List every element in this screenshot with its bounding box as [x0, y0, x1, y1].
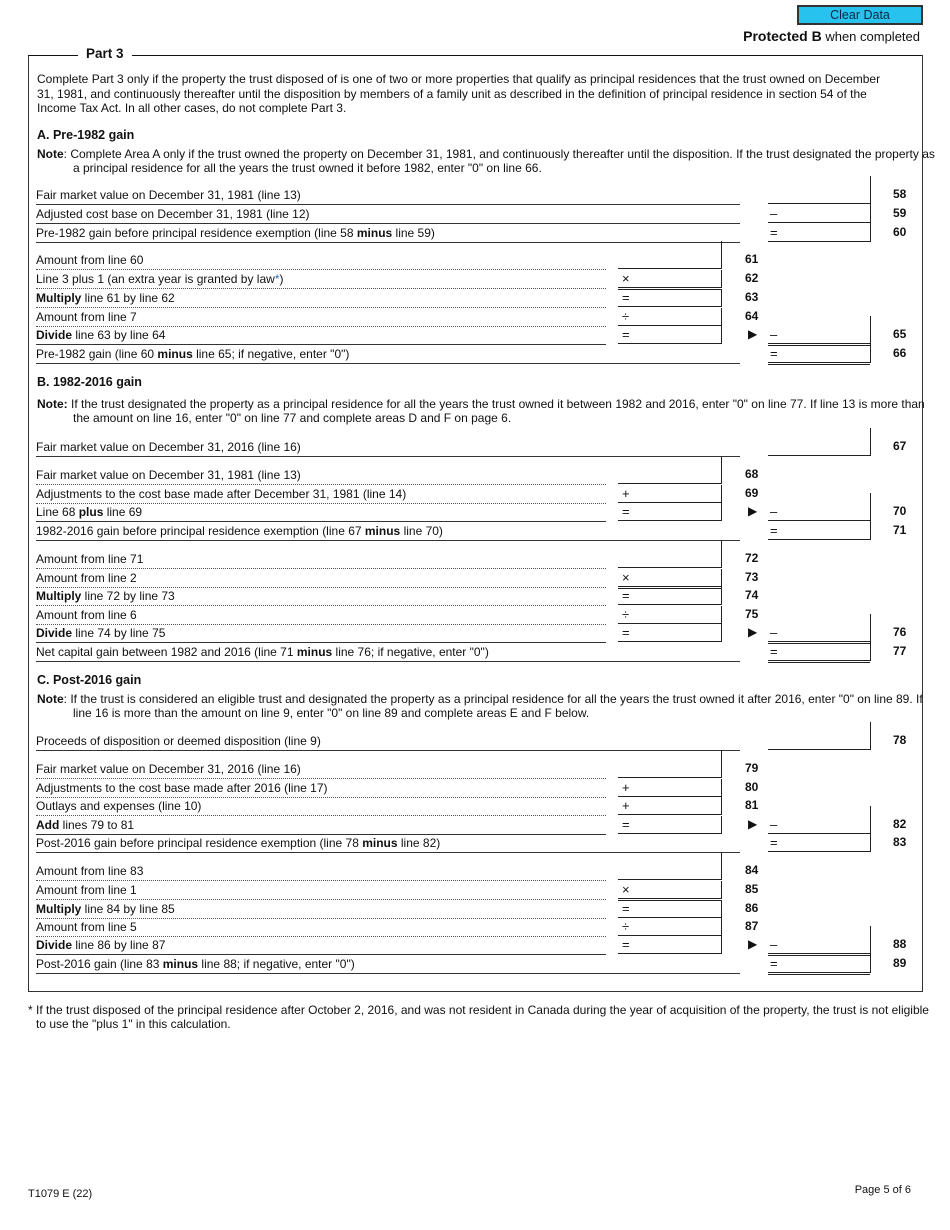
- line-70-label: [36, 503, 142, 521]
- line-59-label: [36, 205, 310, 223]
- line-59-label-text: Adjusted cost base on December 31, 1981 (line 12): [36, 207, 310, 221]
- line-88-label-tail: line 86 by line 87: [72, 938, 166, 952]
- line-85-label: [36, 881, 137, 899]
- line-65-input[interactable]: [618, 326, 721, 344]
- line-76-label: [36, 624, 165, 642]
- section-c-note: [37, 692, 943, 720]
- line-64-divider: [721, 308, 722, 326]
- line-58-label: [36, 186, 301, 204]
- section-c-note-label: Note: [37, 692, 64, 706]
- line-75-divider: [721, 606, 722, 624]
- line-70-label-text: Line 68: [36, 505, 79, 519]
- line-78-label: [36, 732, 321, 750]
- line-87-label: [36, 918, 137, 936]
- section-b-note: [37, 397, 943, 425]
- line-81-label: [36, 797, 201, 815]
- line-77-rule: [36, 661, 740, 662]
- line-65-operator: =: [622, 327, 630, 342]
- line-65-label: [36, 326, 165, 344]
- line-number-74: 74: [745, 588, 759, 602]
- line-69-operator: +: [622, 486, 630, 501]
- line-87-input[interactable]: [618, 918, 721, 936]
- line-62-label-tail: ): [279, 272, 284, 286]
- section-b-note-label: Note:: [37, 397, 68, 411]
- line-60-right-operator: =: [770, 225, 778, 240]
- line-70-label-tail: line 69: [103, 505, 143, 519]
- line-83-label-tail: line 82): [397, 836, 441, 850]
- line-number-72: 72: [745, 551, 759, 565]
- line-82-label-tail: lines 79 to 81: [59, 818, 135, 832]
- line-72-input[interactable]: [618, 550, 721, 568]
- line-89-right-operator: =: [770, 956, 778, 971]
- line-81-divider: [721, 797, 722, 815]
- line-60-label: [36, 224, 435, 242]
- line-number-66: 66: [893, 346, 907, 360]
- line-66-right-operator: =: [770, 346, 778, 361]
- line-64-label: [36, 308, 137, 326]
- line-74-label-tail: line 72 by line 73: [81, 589, 175, 603]
- line-69-label: [36, 485, 406, 503]
- line-78-right-divider: [870, 722, 871, 750]
- line-80-label: [36, 779, 328, 797]
- line-80-operator: +: [622, 780, 630, 795]
- arrow-icon: ▶: [748, 327, 758, 341]
- line-76-label-tail: line 74 by line 75: [72, 626, 166, 640]
- line-85-input[interactable]: [618, 881, 721, 901]
- footnote-marker: *: [274, 272, 280, 286]
- line-89-right-divider: [870, 945, 871, 973]
- line-89-label-tail: line 88; if negative, enter "0"): [198, 957, 355, 971]
- line-number-77: 77: [893, 644, 907, 658]
- line-64-label-text: Amount from line 7: [36, 310, 137, 324]
- line-number-65: 65: [893, 327, 907, 341]
- line-66-label-text: Pre-1982 gain (line 60: [36, 347, 158, 361]
- line-88-operator: =: [622, 937, 630, 952]
- clear-data-button[interactable]: Clear Data: [797, 5, 923, 25]
- line-68-divider: [721, 456, 722, 484]
- line-65-right-operator: –: [770, 327, 778, 342]
- line-72-label: [36, 550, 143, 568]
- line-70-amount[interactable]: [768, 503, 870, 521]
- line-number-59: 59: [893, 206, 907, 220]
- line-82-label: [36, 816, 134, 834]
- line-number-88: 88: [893, 937, 907, 951]
- line-82-right-operator: –: [770, 817, 778, 832]
- page-number: Page 5 of 6: [854, 1184, 911, 1196]
- line-number-80: 80: [745, 780, 759, 794]
- line-88-right-operator: –: [770, 937, 778, 952]
- line-number-81: 81: [745, 798, 759, 812]
- line-83-rule: [36, 852, 740, 853]
- line-71-label: [36, 522, 443, 540]
- line-62-label: [36, 270, 283, 288]
- line-number-86: 86: [745, 901, 759, 915]
- line-66-label: [36, 345, 349, 363]
- line-73-label-text: Amount from line 2: [36, 571, 137, 585]
- line-84-label: [36, 862, 143, 880]
- line-number-68: 68: [745, 467, 759, 481]
- line-number-63: 63: [745, 290, 759, 304]
- line-70-input[interactable]: [618, 503, 721, 521]
- line-75-label: [36, 606, 137, 624]
- section-b-heading: B. 1982-2016 gain: [37, 375, 142, 389]
- line-63-input[interactable]: [618, 289, 721, 307]
- line-83-amount[interactable]: [768, 834, 870, 852]
- section-c-heading: C. Post-2016 gain: [37, 673, 142, 687]
- line-63-divider: [721, 289, 722, 307]
- line-73-operator: ×: [622, 570, 630, 585]
- section-c-note-text: : If the trust is considered an eligible trust and designated the property as a principal residence for all the years the trust owned it after 2016, enter "0" on line 89. If line 16 is more than the amount on line 9, enter "0" on line 89 and complete areas E and F below.: [63, 692, 923, 720]
- line-78-rule: [36, 750, 740, 751]
- line-71-amount[interactable]: [768, 522, 870, 540]
- line-number-58: 58: [893, 187, 907, 201]
- line-71-right-divider: [870, 512, 871, 540]
- line-87-divider: [721, 918, 722, 936]
- line-number-85: 85: [745, 882, 759, 896]
- line-89-label-text: Post-2016 gain (line 83: [36, 957, 163, 971]
- line-88-label-bold: Divide: [36, 938, 73, 952]
- line-88-input[interactable]: [618, 936, 721, 954]
- section-a-heading: A. Pre-1982 gain: [37, 128, 135, 142]
- line-76-operator: =: [622, 625, 630, 640]
- line-71-label-text: 1982-2016 gain before principal residence exemption (line 67: [36, 524, 365, 538]
- line-88-label: [36, 936, 165, 954]
- line-58-label-text: Fair market value on December 31, 1981 (line 13): [36, 188, 301, 202]
- line-76-right-operator: –: [770, 625, 778, 640]
- line-number-69: 69: [745, 486, 759, 500]
- line-72-label-text: Amount from line 71: [36, 552, 144, 566]
- line-59-amount[interactable]: [768, 205, 870, 223]
- line-77-right-operator: =: [770, 644, 778, 659]
- line-71-label-bold: minus: [364, 524, 401, 538]
- section-a-note-text: : Complete Area A only if the trust owned the property on December 31, 1981, and continuously thereafter until the disposition. If the trust designated the property as a principal residence for all the years the trust owned it before 1982, enter "0" on line 66.: [63, 147, 935, 175]
- line-68-input[interactable]: [618, 466, 721, 484]
- line-79-divider: [721, 750, 722, 778]
- line-85-label-text: Amount from line 1: [36, 883, 137, 897]
- arrow-icon: ▶: [748, 937, 758, 951]
- line-number-61: 61: [745, 252, 759, 266]
- line-number-60: 60: [893, 225, 907, 239]
- line-66-rule: [36, 363, 740, 364]
- line-85-operator: ×: [622, 882, 630, 897]
- line-74-operator: =: [622, 588, 630, 603]
- line-60-label-bold: minus: [356, 226, 393, 240]
- line-78-amount[interactable]: [768, 732, 870, 750]
- line-67-right-divider: [870, 428, 871, 456]
- form-id: T1079 E (22): [28, 1188, 93, 1200]
- line-75-operator: ÷: [622, 607, 630, 622]
- line-60-amount[interactable]: [768, 224, 870, 242]
- line-73-label: [36, 569, 137, 587]
- line-63-label-bold: Multiply: [36, 291, 82, 305]
- line-65-amount[interactable]: [768, 326, 870, 346]
- footnote: * If the trust disposed of the principal residence after October 2, 2016, and was not resident in Canada during the year of acquisition of the property, the trust is not eligible to use the "plus 1" in this calculation.: [28, 1003, 929, 1031]
- line-79-input[interactable]: [618, 760, 721, 778]
- line-number-76: 76: [893, 625, 907, 639]
- line-83-right-operator: =: [770, 835, 778, 850]
- line-number-83: 83: [893, 835, 907, 849]
- line-number-84: 84: [745, 863, 759, 877]
- line-77-label-tail: line 76; if negative, enter "0"): [332, 645, 489, 659]
- line-86-label-bold: Multiply: [36, 902, 82, 916]
- line-74-divider: [721, 587, 722, 605]
- line-67-label-text: Fair market value on December 31, 2016 (line 16): [36, 440, 301, 454]
- line-68-label: [36, 466, 301, 484]
- line-58-amount[interactable]: [768, 186, 870, 204]
- line-84-divider: [721, 852, 722, 880]
- line-69-input[interactable]: [618, 485, 721, 503]
- protected-b-rest: when completed: [821, 29, 920, 44]
- line-80-input[interactable]: [618, 779, 721, 797]
- line-number-70: 70: [893, 504, 907, 518]
- line-70-right-operator: –: [770, 504, 778, 519]
- line-86-operator: =: [622, 901, 630, 916]
- line-86-label-tail: line 84 by line 85: [81, 902, 175, 916]
- line-82-input[interactable]: [618, 816, 721, 834]
- section-a-note-label: Note: [37, 147, 64, 161]
- line-67-rule: [36, 456, 740, 457]
- line-77-right-divider: [870, 633, 871, 661]
- line-89-label: [36, 955, 355, 973]
- line-67-label: [36, 438, 301, 456]
- arrow-icon: ▶: [748, 625, 758, 639]
- line-61-divider: [721, 241, 722, 269]
- line-79-label-text: Fair market value on December 31, 2016 (line 16): [36, 762, 301, 776]
- line-number-64: 64: [745, 309, 759, 323]
- line-79-label: [36, 760, 301, 778]
- line-69-label-text: Adjustments to the cost base made after December 31, 1981 (line 14): [36, 487, 407, 501]
- line-85-divider: [721, 881, 722, 899]
- line-63-operator: =: [622, 290, 630, 305]
- line-65-label-bold: Divide: [36, 328, 73, 342]
- line-59-right-operator: –: [770, 206, 778, 221]
- line-63-label: [36, 289, 175, 307]
- line-60-right-divider: [870, 214, 871, 242]
- line-87-operator: ÷: [622, 919, 630, 934]
- line-number-87: 87: [745, 919, 759, 933]
- line-81-input[interactable]: [618, 797, 721, 815]
- line-83-label: [36, 834, 440, 852]
- line-76-label-bold: Divide: [36, 626, 73, 640]
- part-3-intro: Complete Part 3 only if the property the trust disposed of is one of two or more properties that qualify as principal residences that the trust owned on December 31, 1981, and continuously thereafter until the disposition by members of a family unit as described in the definition of principal residence in section 54 of the Income Tax Act. In all other cases, do not complete Part 3.: [37, 72, 881, 115]
- line-65-divider: [721, 326, 722, 344]
- line-66-amount[interactable]: [768, 345, 870, 365]
- line-number-82: 82: [893, 817, 907, 831]
- line-73-divider: [721, 569, 722, 587]
- line-65-label-tail: line 63 by line 64: [72, 328, 166, 342]
- line-82-label-bold: Add: [36, 818, 60, 832]
- line-81-label-text: Outlays and expenses (line 10): [36, 799, 202, 813]
- line-72-divider: [721, 540, 722, 568]
- line-69-divider: [721, 485, 722, 503]
- line-66-label-bold: minus: [157, 347, 193, 361]
- line-88-amount[interactable]: [768, 936, 870, 956]
- line-83-label-text: Post-2016 gain before principal residence exemption (line 78: [36, 836, 363, 850]
- line-84-input[interactable]: [618, 862, 721, 880]
- part-3-top-rule: [28, 55, 921, 56]
- line-66-right-divider: [870, 335, 871, 363]
- protected-b-bold: Protected B: [743, 28, 822, 44]
- line-83-right-divider: [870, 824, 871, 852]
- line-number-71: 71: [893, 523, 907, 537]
- line-62-operator: ×: [622, 271, 630, 286]
- line-66-label-tail: line 65; if negative, enter "0"): [192, 347, 350, 361]
- line-70-divider: [721, 503, 722, 521]
- line-77-label-text: Net capital gain between 1982 and 2016 (line 71: [36, 645, 297, 659]
- line-74-label-bold: Multiply: [36, 589, 82, 603]
- line-83-label-bold: minus: [362, 836, 398, 850]
- line-81-operator: +: [622, 798, 630, 813]
- line-60-rule: [36, 242, 740, 243]
- line-80-divider: [721, 779, 722, 797]
- line-64-input[interactable]: [618, 308, 721, 326]
- line-82-operator: =: [622, 817, 630, 832]
- line-number-78: 78: [893, 733, 907, 747]
- line-86-input[interactable]: [618, 900, 721, 918]
- line-60-label-text: Pre-1982 gain before principal residence exemption (line 58: [36, 226, 357, 240]
- line-89-rule: [36, 973, 740, 974]
- line-71-rule: [36, 540, 740, 541]
- line-86-label: [36, 900, 175, 918]
- line-89-label-bold: minus: [162, 957, 199, 971]
- arrow-icon: ▶: [748, 504, 758, 518]
- line-76-input[interactable]: [618, 624, 721, 642]
- line-89-amount[interactable]: [768, 955, 870, 975]
- line-76-amount[interactable]: [768, 624, 870, 644]
- line-77-amount[interactable]: [768, 643, 870, 663]
- line-76-divider: [721, 624, 722, 642]
- protected-b-label: [743, 28, 920, 44]
- line-87-label-text: Amount from line 5: [36, 920, 137, 934]
- part-3-title: Part 3: [78, 46, 132, 61]
- line-60-label-tail: line 59): [392, 226, 435, 240]
- arrow-icon: ▶: [748, 817, 758, 831]
- line-88-divider: [721, 936, 722, 954]
- line-75-input[interactable]: [618, 606, 721, 624]
- line-78-label-text: Proceeds of disposition or deemed disposition (line 9): [36, 734, 321, 748]
- line-68-label-text: Fair market value on December 31, 1981 (line 13): [36, 468, 301, 482]
- line-number-79: 79: [745, 761, 759, 775]
- line-77-label: [36, 643, 489, 661]
- line-number-67: 67: [893, 439, 907, 453]
- line-62-divider: [721, 270, 722, 288]
- line-64-operator: ÷: [622, 309, 630, 324]
- line-62-input[interactable]: [618, 270, 721, 290]
- line-74-label: [36, 587, 175, 605]
- line-71-right-operator: =: [770, 523, 778, 538]
- line-number-62: 62: [745, 271, 759, 285]
- line-number-89: 89: [893, 956, 907, 970]
- line-63-label-tail: line 61 by line 62: [81, 291, 175, 305]
- line-86-divider: [721, 900, 722, 918]
- line-77-label-bold: minus: [296, 645, 333, 659]
- line-number-75: 75: [745, 607, 759, 621]
- line-70-label-bold: plus: [78, 505, 104, 519]
- line-82-amount[interactable]: [768, 816, 870, 834]
- line-61-label: [36, 251, 143, 269]
- line-number-73: 73: [745, 570, 759, 584]
- line-75-label-text: Amount from line 6: [36, 608, 137, 622]
- section-a-note: [37, 147, 943, 175]
- line-80-label-text: Adjustments to the cost base made after 2016 (line 17): [36, 781, 328, 795]
- section-b-note-text: If the trust designated the property as a principal residence for all the years the trust owned it between 1982 and 2016, enter "0" on line 77. If line 13 is more than the amount on line 16, enter "0" on line 77 and complete areas D and F on page 6.: [67, 397, 925, 425]
- line-71-label-tail: line 70): [400, 524, 443, 538]
- line-70-operator: =: [622, 504, 630, 519]
- line-84-label-text: Amount from line 83: [36, 864, 144, 878]
- line-82-divider: [721, 816, 722, 834]
- line-74-input[interactable]: [618, 587, 721, 605]
- line-67-amount[interactable]: [768, 438, 870, 456]
- line-62-label-text: Line 3 plus 1 (an extra year is granted by law: [36, 272, 275, 286]
- line-73-input[interactable]: [618, 569, 721, 589]
- line-61-input[interactable]: [618, 251, 721, 269]
- line-61-label-text: Amount from line 60: [36, 253, 144, 267]
